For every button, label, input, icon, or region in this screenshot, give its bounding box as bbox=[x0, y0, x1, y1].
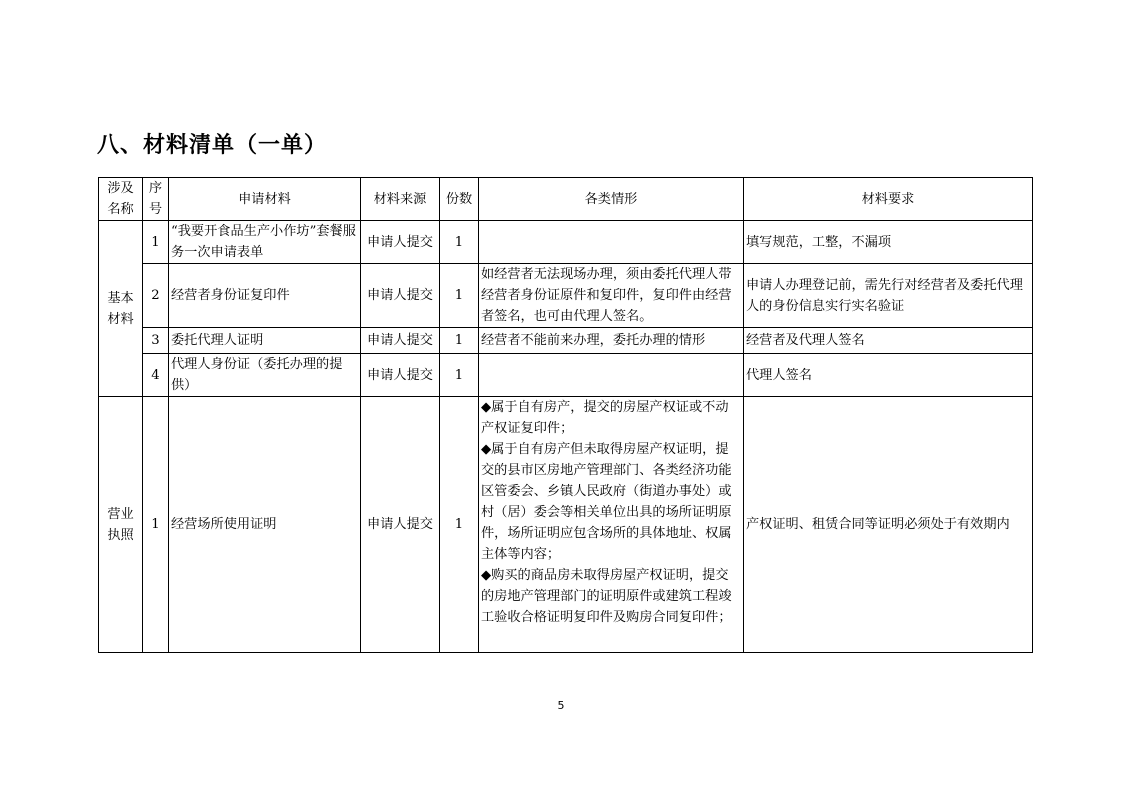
material-cell: 经营场所使用证明 bbox=[169, 397, 361, 653]
seq-cell: 1 bbox=[143, 221, 169, 264]
situation-item: ◆属于自有房产但未取得房屋产权证明，提交的县市区房地产管理部门、各类经济功能区管委会、乡镇人民政府（街道办事处）或村（居）委会等相关单位出具的场所证明原件，场所证明应包含场所的具体地址、权属主体等内容； bbox=[481, 442, 732, 562]
header-requirements: 材料要求 bbox=[744, 178, 1033, 221]
situation-cell bbox=[479, 221, 744, 264]
table-row bbox=[99, 264, 1033, 328]
page-number: 5 bbox=[557, 699, 565, 712]
category-cell: 营业执照 bbox=[99, 397, 143, 653]
situation-cell bbox=[479, 397, 744, 653]
requirement-cell: 填写规范，工整，不漏项 bbox=[744, 221, 1033, 264]
table-row bbox=[99, 354, 1033, 397]
category-cell: 基本材料 bbox=[99, 221, 143, 397]
source-cell: 申请人提交 bbox=[361, 221, 440, 264]
header-seq: 序号 bbox=[143, 178, 169, 221]
table-header-row bbox=[99, 178, 1033, 221]
source-cell: 申请人提交 bbox=[361, 397, 440, 653]
header-situations: 各类情形 bbox=[479, 178, 744, 221]
situation-item: ◆属于自有房产，提交的房屋产权证或不动产权证复印件； bbox=[481, 400, 729, 436]
source-cell: 申请人提交 bbox=[361, 354, 440, 397]
requirement-cell: 申请人办理登记前，需先行对经营者及委托代理人的身份信息实行实名验证 bbox=[744, 264, 1033, 328]
seq-cell: 2 bbox=[143, 264, 169, 328]
seq-cell: 3 bbox=[143, 328, 169, 354]
copies-cell: 1 bbox=[440, 354, 479, 397]
seq-cell: 4 bbox=[143, 354, 169, 397]
copies-cell: 1 bbox=[440, 221, 479, 264]
copies-cell: 1 bbox=[440, 397, 479, 653]
materials-table bbox=[98, 177, 1033, 653]
situation-cell bbox=[479, 354, 744, 397]
requirement-cell: 经营者及代理人签名 bbox=[744, 328, 1033, 354]
source-cell: 申请人提交 bbox=[361, 328, 440, 354]
requirement-cell: 产权证明、租赁合同等证明必须处于有效期内 bbox=[744, 397, 1033, 653]
header-material: 申请材料 bbox=[169, 178, 361, 221]
material-cell: 委托代理人证明 bbox=[169, 328, 361, 354]
header-source: 材料来源 bbox=[361, 178, 440, 221]
seq-cell: 1 bbox=[143, 397, 169, 653]
table-row bbox=[99, 328, 1033, 354]
situation-item: ◆购买的商品房未取得房屋产权证明，提交的房地产管理部门的证明原件或建筑工程竣工验收合格证明复印件及购房合同复印件； bbox=[481, 568, 732, 625]
copies-cell: 1 bbox=[440, 328, 479, 354]
page-title: 八、材料清单（一单） bbox=[97, 133, 328, 158]
source-cell: 申请人提交 bbox=[361, 264, 440, 328]
table-row bbox=[99, 221, 1033, 264]
material-cell: 经营者身份证复印件 bbox=[169, 264, 361, 328]
header-copies: 份数 bbox=[440, 178, 479, 221]
material-cell: “我要开食品生产小作坊”套餐服务一次申请表单 bbox=[169, 221, 361, 264]
table-row bbox=[99, 397, 1033, 653]
copies-cell: 1 bbox=[440, 264, 479, 328]
header-category: 涉及名称 bbox=[99, 178, 143, 221]
material-cell: 代理人身份证（委托办理的提供） bbox=[169, 354, 361, 397]
requirement-cell: 代理人签名 bbox=[744, 354, 1033, 397]
situation-cell: 如经营者无法现场办理，须由委托代理人带经营者身份证原件和复印件，复印件由经营者签名，也可由代理人签名。 bbox=[479, 264, 744, 328]
situation-cell: 经营者不能前来办理，委托办理的情形 bbox=[479, 328, 744, 354]
